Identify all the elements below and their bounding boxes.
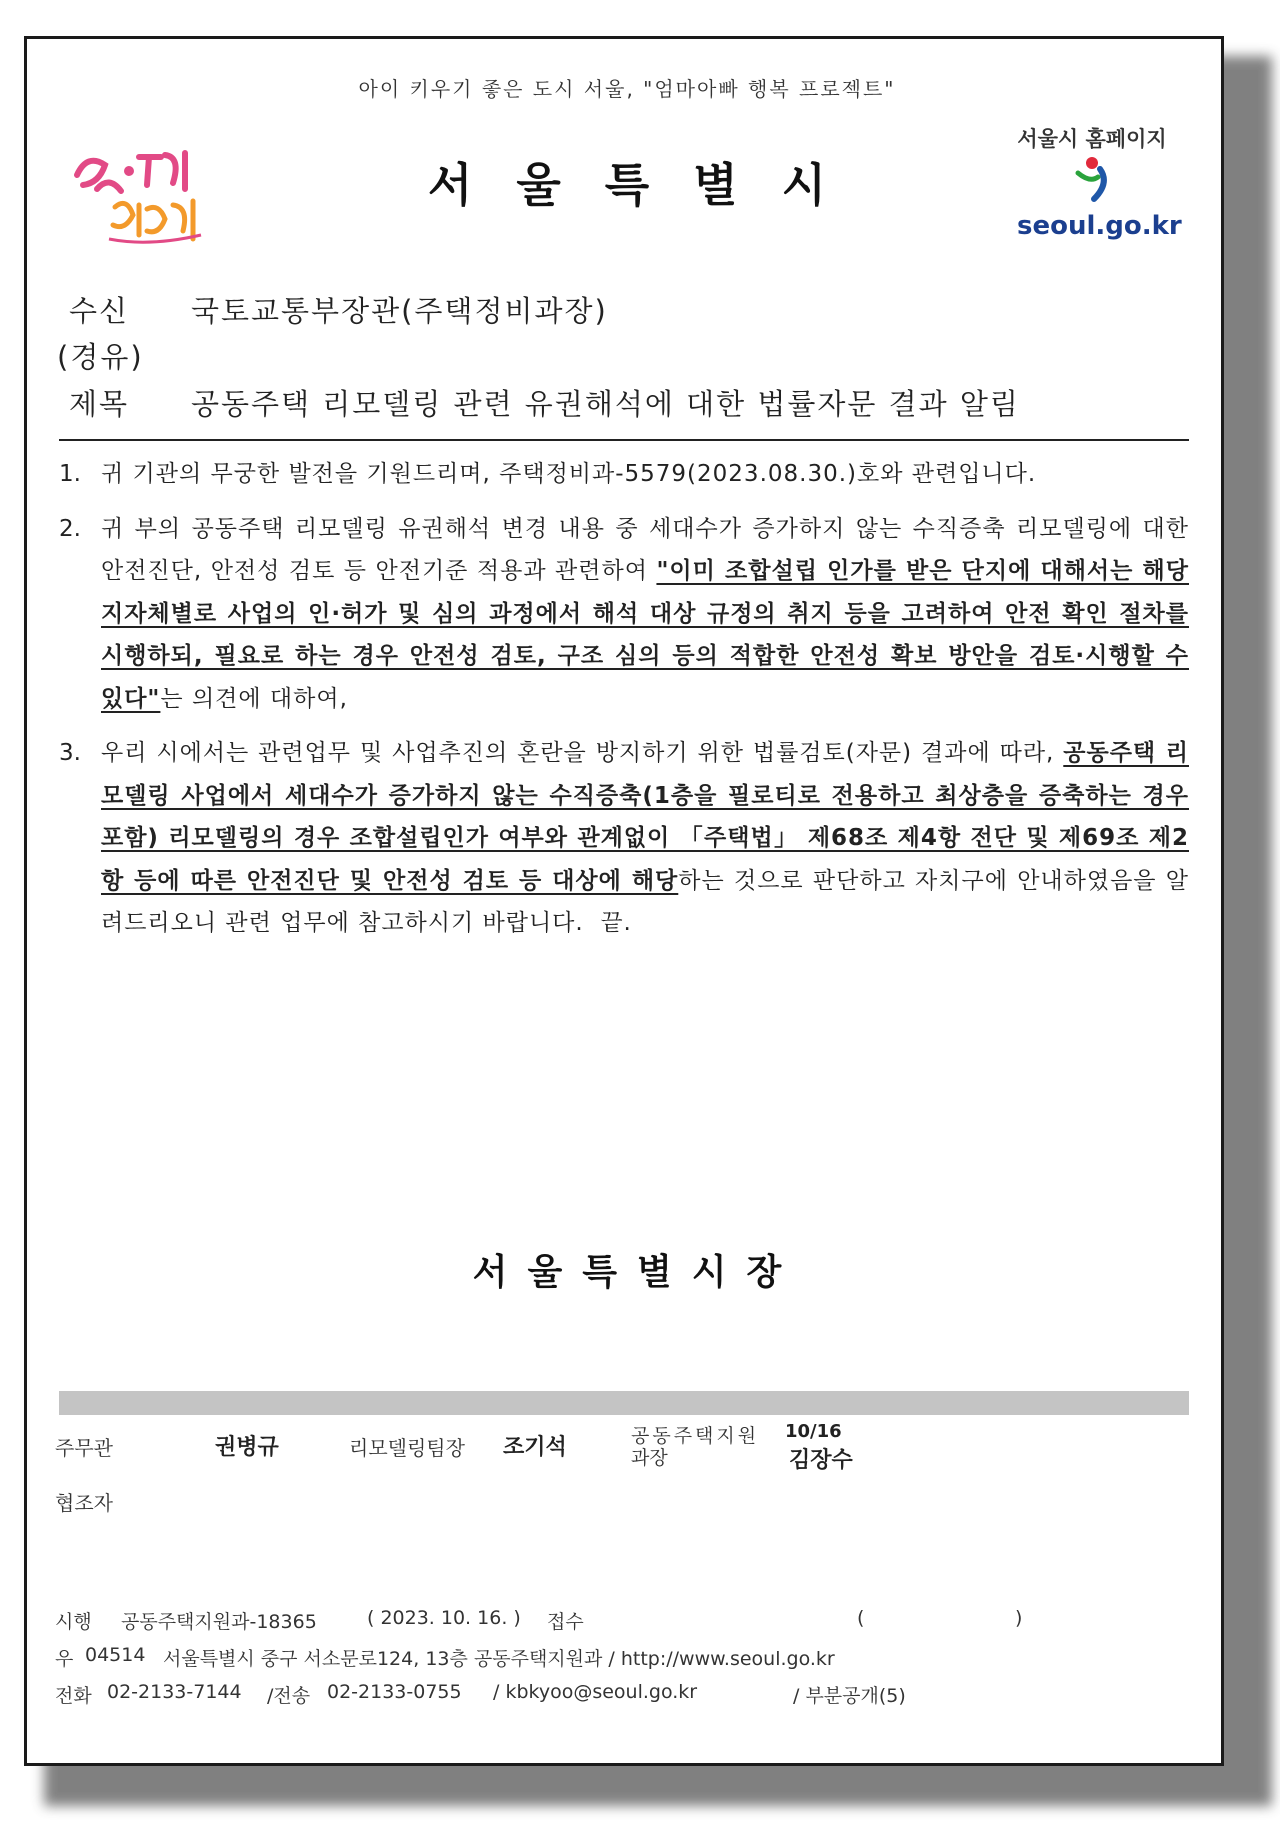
paragraph-3-emphasis: 공동주택 리모델링 사업에서 세대수가 증가하지 않는 수직증축(1층을 필로티로 전용하고 최상층을 증축하는 경우 포함) 리모델링의 경우 조합설립인가 여부와 관계없이 「주택법」 제68조 제4항 전단 및 제69조 제2항 등에 따른 안전진단 및 안전성 검토 등 대상에 해당	[101, 740, 1189, 894]
email-link[interactable]: / kbkyoo@seoul.go.kr	[493, 1681, 698, 1703]
slogan: 아이 키우기 좋은 도시 서울, "엄마아빠 행복 프로젝트"	[358, 77, 896, 101]
recipient-value: 국토교통부장관(주택정비과장)	[191, 294, 608, 328]
paragraph-number: 1.	[59, 461, 81, 487]
paragraph-3	[59, 732, 1189, 945]
enforce-number: 공동주택지원과-18365	[121, 1611, 317, 1633]
cooperator-label: 협조자	[55, 1491, 113, 1515]
address: 서울특별시 중구 서소문로124, 13층 공동주택지원과 / http://www.seoul.go.kr	[163, 1648, 835, 1670]
header-divider	[59, 439, 1189, 441]
subject-value: 공동주택 리모델링 관련 유권해석에 대한 법률자문 결과 알림	[191, 387, 1020, 421]
paragraph-number: 2.	[59, 515, 81, 542]
approval-bar	[59, 1391, 1189, 1415]
paragraph-3-tail: 하는 것으로 판단하고 자치구에 안내하였음을 알려드리오니 관련 업무에 참고하시기 바랍니다.	[101, 867, 1189, 936]
fax-label: /전송	[267, 1685, 311, 1707]
officer-label: 주무관	[55, 1436, 113, 1460]
seoul-site-label: 서울시 홈페이지	[1017, 127, 1167, 151]
phone-label: 전화	[55, 1685, 92, 1707]
enforce-date: ( 2023. 10. 16. )	[367, 1607, 521, 1629]
team-lead-name: 조기석	[503, 1435, 567, 1460]
approval-date: 10/16	[785, 1421, 842, 1442]
disclosure-status: / 부분공개(5)	[793, 1685, 906, 1707]
receipt-label: 접수	[547, 1611, 584, 1633]
subject-label: 제목	[69, 387, 130, 421]
document-body	[59, 453, 1189, 945]
enforce-label: 시행	[55, 1611, 92, 1633]
recipient-label: 수신	[69, 294, 130, 328]
document-title: 서울특별시	[427, 158, 871, 212]
end-mark: 끝.	[600, 910, 632, 936]
paragraph-2	[59, 508, 1189, 721]
department-label: 공동주택지원	[631, 1425, 760, 1447]
seoul-url-link[interactable]: seoul.go.kr	[1017, 211, 1182, 241]
phone-number: 02-2133-7144	[107, 1681, 242, 1703]
paragraph-2-tail: 는 의견에 대하여,	[160, 685, 348, 712]
paragraph-2-text: 귀 부의 공동주택 리모델링 유권해석 변경 내용 중 세대수가 증가하지 않는 수직증축 리모델링에 대한 안전진단, 안전성 검토 등 안전기준 적용과 관련하여	[101, 515, 1189, 584]
director-name: 김장수	[789, 1448, 853, 1473]
paragraph-2-emphasis: "이미 조합설립 인가를 받은 단지에 대해서는 해당 지자체별로 사업의 인·허가 및 심의 과정에서 해석 대상 규정의 취지 등을 고려하여 안전 확인 절차를 시행하되, 필요로 하는 경우 안전성 검토, 구조 심의 등의 적합한 안전성 확보 방안을 검토·시행할 수 있다"	[101, 558, 1189, 712]
team-lead-label: 리모델링팀장	[349, 1436, 465, 1460]
paragraph-1	[59, 453, 1189, 496]
paragraph-3-text: 우리 시에서는 관련업무 및 사업추진의 혼란을 방지하기 위한 법률검토(자문) 결과에 따라,	[101, 740, 1064, 766]
receipt-paren-close: )	[1015, 1607, 1023, 1629]
receipt-paren-open: (	[857, 1607, 865, 1629]
postcode-label: 우	[55, 1648, 74, 1670]
via-label: (경유)	[57, 340, 144, 374]
document-page	[24, 36, 1224, 1766]
mayor-signature-title: 서울특별시장	[472, 1252, 802, 1293]
paragraph-number: 3.	[59, 740, 81, 766]
postcode: 04514	[85, 1644, 146, 1666]
department-title: 과장	[631, 1447, 668, 1469]
officer-name: 권병규	[215, 1435, 279, 1460]
paragraph-1-text: 귀 기관의 무궁한 발전을 기원드리며, 주택정비과-5579(2023.08.30.)호와 관련입니다.	[101, 461, 1037, 487]
fax-number: 02-2133-0755	[327, 1681, 462, 1703]
seoul-emblem-icon	[1072, 153, 1116, 203]
